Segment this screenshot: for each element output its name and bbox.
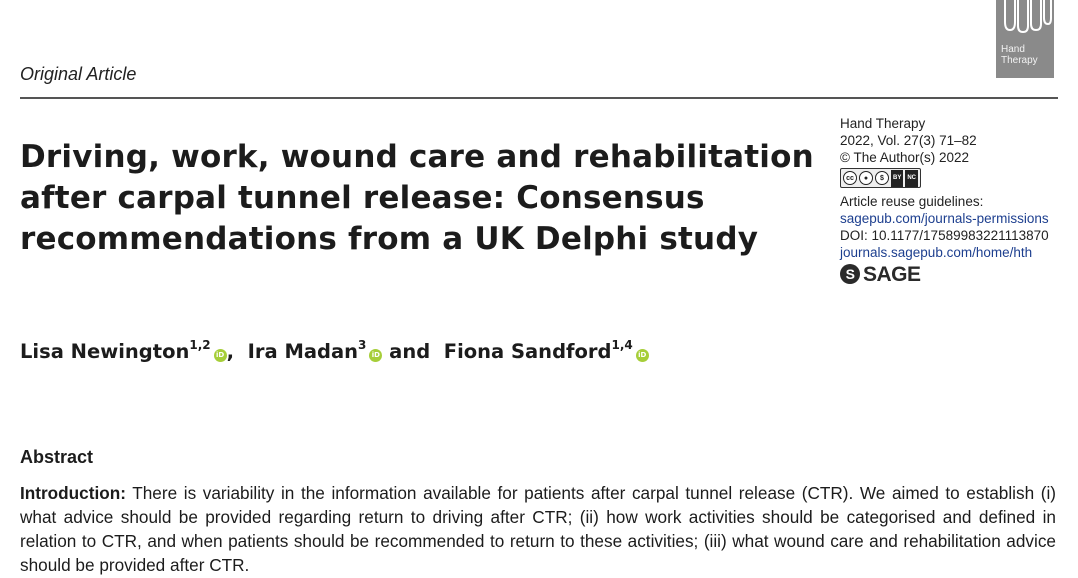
copyright: © The Author(s) 2022 [840,150,970,165]
author-affiliation: 1,4 [611,338,633,352]
orcid-icon[interactable]: iD [214,349,227,362]
abstract-introduction [20,481,1056,577]
article-title: Driving, work, wound care and rehabilitation after carpal tunnel release: Consensus recommendations from a UK Delphi study [20,139,814,257]
publisher-name: SAGE [863,262,921,286]
cc-nc-icon: $ [875,171,889,185]
logo-text-line1: Hand [1001,44,1025,55]
section-label: Original Article [20,64,137,84]
cc-license-badge[interactable] [840,168,921,188]
logo-text-line2: Therapy [1001,55,1038,66]
author-list [20,338,649,363]
header-divider [20,97,1058,99]
author-name: Ira Madan [247,340,359,363]
orcid-icon[interactable]: iD [636,349,649,362]
author-name: Fiona Sandford [443,340,612,363]
cc-by-label: BY [891,170,903,187]
hand-logo-icon [996,0,1054,44]
sage-logo [840,264,921,284]
article-info-sidebar [840,115,1070,284]
cc-nc-label: NC [905,170,918,187]
author-affiliation: 1,2 [189,338,211,352]
author-affiliation: 3 [358,338,367,352]
citation: 2022, Vol. 27(3) 71–82 [840,133,977,148]
abstract-heading: Abstract [20,447,94,467]
journal-logo [996,0,1054,78]
reuse-label: Article reuse guidelines: [840,194,984,209]
sage-mark-icon: S [840,264,860,284]
journal-home-link[interactable]: journals.sagepub.com/home/hth [840,245,1033,260]
reuse-link[interactable]: sagepub.com/journals-permissions [840,211,1049,226]
author-separator: and [382,340,437,363]
author-separator: , [226,340,241,363]
doi: DOI: 10.1177/17589983221113870 [840,228,1049,243]
introduction-text: There is variability in the information available for patients after carpal tunnel release (CTR). We aimed to establish (i) what advice should be provided regarding return to driving after CTR; (ii) how work activities should be categorised and defined in relation to CTR, and when patients should be recommended to return to these activities; (iii) what wound care and rehabilitation advice should be provided after CTR. [20,483,1056,575]
cc-icon: cc [843,171,857,185]
orcid-icon[interactable]: iD [369,349,382,362]
author-name: Lisa Newington [20,340,190,363]
journal-name: Hand Therapy [840,116,926,131]
introduction-label: Introduction: [20,483,126,503]
cc-by-icon: ● [859,171,873,185]
